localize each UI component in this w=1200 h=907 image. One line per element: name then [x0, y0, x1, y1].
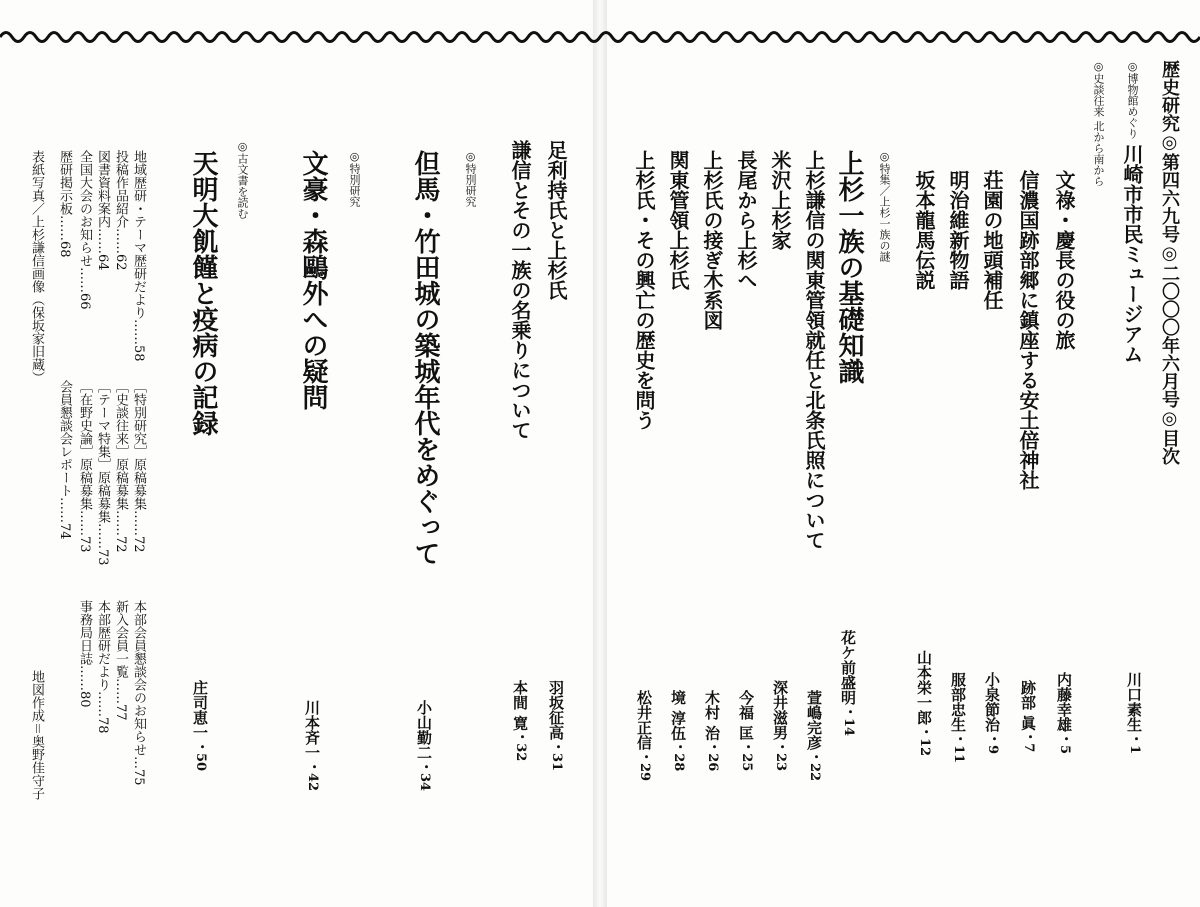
- feature-lead-byline: 花ケ前盛明・14: [839, 630, 857, 737]
- misc-item: 地域歴研・テーマ歴研だより……58: [131, 150, 146, 362]
- komonjo-item: 天明大飢饉と疫病の記録: [188, 150, 218, 436]
- special1-byline: 小山勤二・34: [415, 700, 433, 792]
- toc-byline: 萱嶋完彦・22: [805, 690, 823, 782]
- misc-item: ［特別研究］原稿募集……72: [131, 380, 146, 553]
- toc-byline: 内藤幸雄・5: [1055, 672, 1073, 755]
- toc-item: 明治維新物語: [946, 170, 970, 290]
- toc-item: 長尾から上杉へ: [734, 150, 758, 290]
- misc-item: 本部会員懇談会のお知らせ…75: [131, 600, 146, 786]
- toc-item: 信濃国跡部郷に鎮座する安土倍神社: [1016, 170, 1040, 490]
- toc-item: 関東管領上杉氏: [666, 150, 690, 290]
- misc-item: 投稿作品紹介……62: [113, 150, 128, 271]
- map-note: 地図作成＝奥野佳守子: [29, 670, 44, 801]
- toc-item: 米沢上杉家: [768, 150, 792, 250]
- toc-byline: 山本栄一郎・12: [915, 650, 933, 757]
- misc-item: ［在野史論］原稿募集……73: [77, 380, 92, 553]
- toc-byline: 今福 匡・25: [737, 690, 755, 772]
- misc-item: 本部歴研だより……78: [95, 600, 110, 734]
- toc-item: 荘園の地頭補任: [980, 170, 1004, 310]
- section-label-museum: ◎博物館めぐり: [1126, 60, 1139, 139]
- toc-byline: 跡部 眞・7: [1019, 680, 1037, 753]
- toc-byline: 服部忠生・11: [949, 672, 967, 764]
- toc-item: 謙信とその一族の名乗りについて: [508, 140, 532, 440]
- misc-item: ［史談往来］原稿募集……72: [113, 380, 128, 553]
- misc-item: 会員懇談会レポート……74: [57, 380, 72, 540]
- feature-section-label: ◎特集／上杉一族の謎: [878, 150, 891, 262]
- special2-item: 文豪・森鷗外への疑問: [298, 150, 328, 410]
- toc-byline: 木村 治・26: [703, 690, 721, 772]
- right-page: [600, 0, 1200, 907]
- decorative-wave-border: [0, 28, 1200, 46]
- toc-item: 足利持氏と上杉氏: [544, 140, 568, 300]
- feature-lead-title: 上杉一族の基礎知識: [834, 150, 864, 384]
- toc-item: 上杉氏・その興亡の歴史を問う: [632, 150, 656, 430]
- misc-item: ［テーマ特集］原稿募集……73: [95, 380, 110, 566]
- toc-byline: 深井滋男・23: [771, 680, 789, 772]
- misc-item: 図書資料案内……64: [95, 150, 110, 271]
- museum-page: 1: [1127, 745, 1142, 755]
- masthead: [1160, 60, 1178, 465]
- special2-byline: 川本斉一・42: [303, 700, 321, 792]
- toc-byline: 小泉節治・9: [983, 672, 1001, 755]
- museum-section: [1122, 60, 1142, 364]
- toc-byline: 松井正信・29: [635, 690, 653, 782]
- toc-item: 坂本龍馬伝説: [912, 170, 936, 290]
- toc-item: 上杉氏の接ぎ木系図: [700, 150, 724, 330]
- toc-byline: 羽坂征高・31: [547, 680, 565, 772]
- cover-note: 表紙写真／上杉謙信画像（保坂家旧蔵）: [29, 150, 44, 384]
- toc-byline: 境 淳伍・28: [669, 690, 687, 772]
- special1-item: 但馬・竹田城の築城年代をめぐって: [410, 150, 440, 566]
- feature-lead: [836, 150, 862, 384]
- museum-byline: 川口素生・1: [1125, 672, 1143, 755]
- shidan-section-label: ◎史談往来 北から南から: [1092, 60, 1105, 187]
- toc-byline: 本間 寛・32: [511, 680, 529, 762]
- special1-section-label: ◎特別研究: [464, 150, 477, 207]
- komonjo-section-label: ◎古文書を読む: [236, 140, 249, 219]
- misc-item: 事務局日誌……80: [77, 600, 92, 708]
- misc-item: 歴研掲示板……68: [57, 150, 72, 258]
- toc-item: 文祿・慶長の役の旅: [1052, 170, 1076, 350]
- misc-item: 全国大会のお知らせ……66: [77, 150, 92, 310]
- page-gutter: [593, 0, 607, 907]
- masthead-text: 歴史研究◎第四六九号◎二〇〇〇年六月号◎目次: [1159, 60, 1180, 465]
- special2-section-label: ◎特別研究: [348, 150, 361, 207]
- misc-item: 新入会員一覧……77: [113, 600, 128, 721]
- museum-author: 川口素生: [1125, 672, 1143, 732]
- toc-item: 上杉謙信の関東管領就任と北条氏照について: [802, 150, 826, 550]
- komonjo-byline: 庄司恵一・50: [191, 680, 209, 772]
- museum-title: 川崎市市民ミュージアム: [1120, 144, 1144, 365]
